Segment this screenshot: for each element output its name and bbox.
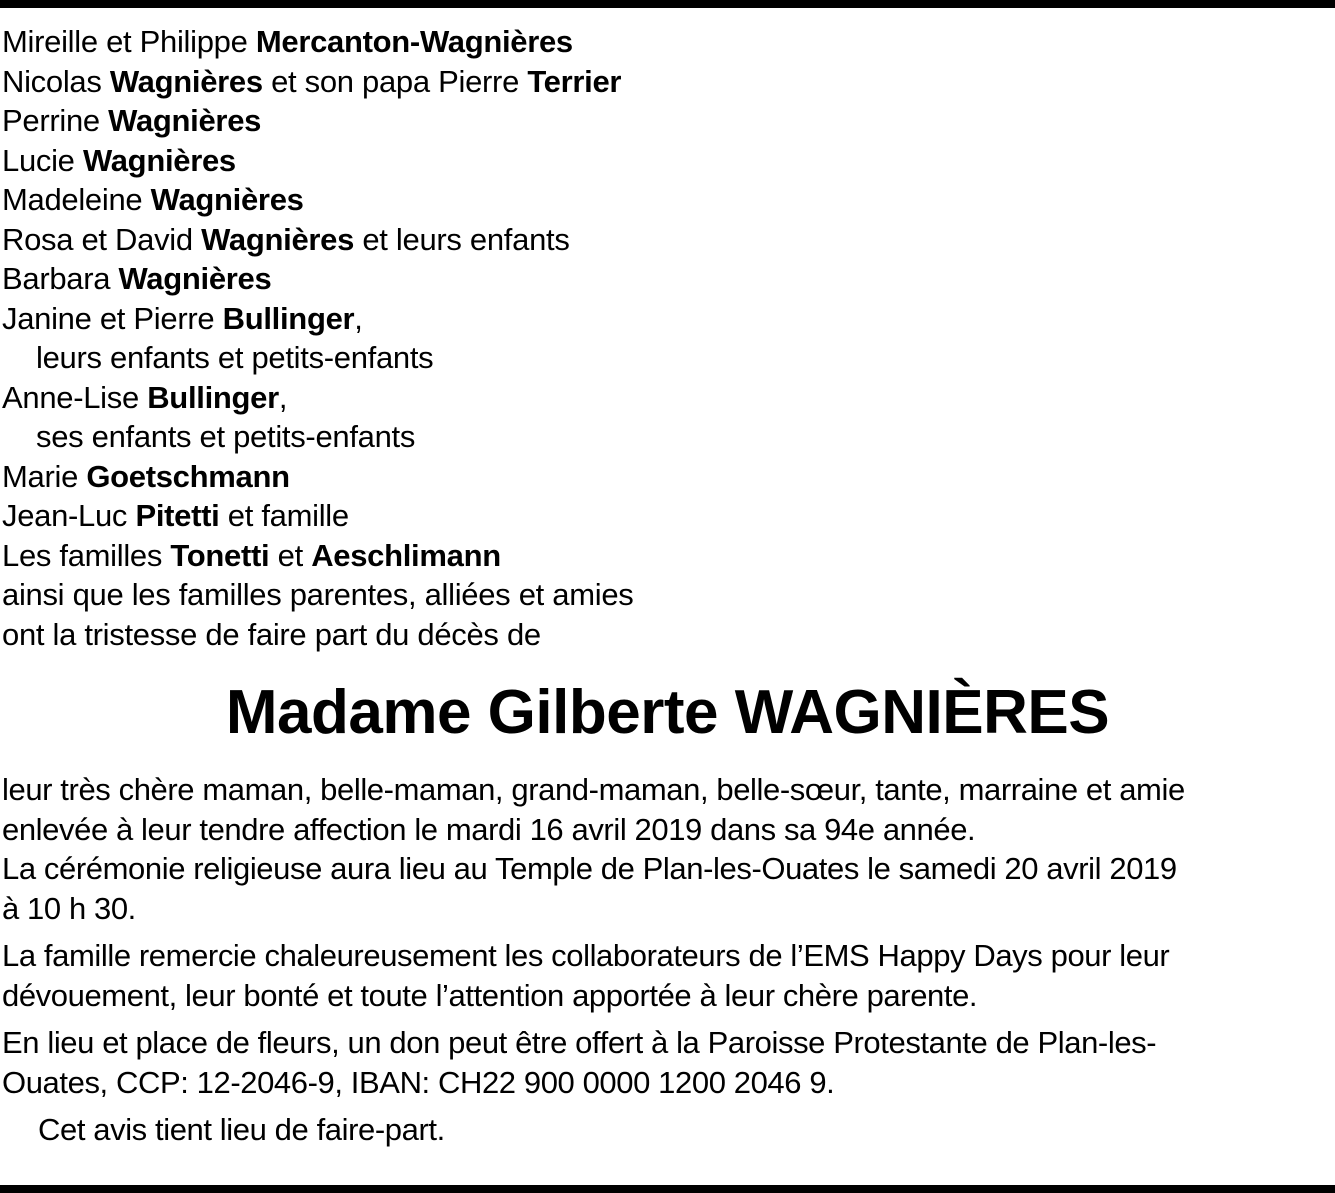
family-text: Perrine (2, 103, 109, 138)
family-line (2, 338, 1322, 378)
text-line: leur très chère maman, belle-maman, grand-maman, belle-sœur, tante, marraine et amie (2, 772, 1185, 807)
text-line: La famille remercie chaleureusement les collaborateurs de l’EMS Happy Days pour leur (2, 938, 1170, 973)
family-text: Janine et Pierre (2, 300, 223, 336)
family-surname: Wagnières (109, 63, 263, 99)
family-text: Barbara (2, 261, 119, 296)
family-text: Jean-Luc (2, 498, 136, 533)
closing-note (2, 1110, 1332, 1150)
family-surname: Pitetti (135, 498, 220, 533)
family-text: Mireille et Philippe (2, 24, 256, 59)
paragraph-donation (2, 1023, 1332, 1102)
text-line: En lieu et place de fleurs, un don peut être offert à la Paroisse Protestante de Plan-les- (2, 1025, 1157, 1060)
family-line (2, 496, 1322, 536)
paragraph-gap (2, 1102, 1332, 1110)
top-rule (0, 0, 1335, 8)
family-text: Lucie (2, 142, 83, 178)
family-text: et (269, 537, 312, 573)
text-line: dévouement, leur bonté et toute l’attention apportée à leur chère parente. (2, 977, 978, 1013)
text-line: enlevée à leur tendre affection le mardi 16 avril 2019 dans sa 94e année. (2, 811, 976, 847)
family-surname: Wagnières (150, 182, 304, 217)
family-line (2, 457, 1322, 497)
family-text: et famille (219, 498, 349, 533)
family-surname: Wagnières (108, 103, 262, 138)
family-text: Anne-Lise (2, 379, 148, 415)
text-line: à 10 h 30. (2, 890, 136, 926)
family-text: , (354, 300, 363, 336)
family-line (2, 417, 1322, 457)
family-line (2, 259, 1322, 299)
family-text: Marie (2, 458, 87, 494)
family-surname: Goetschmann (86, 458, 290, 494)
notice-body (2, 770, 1332, 1150)
family-text: ainsi que les familles parentes, alliées et amies (2, 577, 634, 612)
family-line (2, 299, 1322, 339)
family-line (2, 22, 1322, 62)
family-text: Rosa et David (2, 221, 202, 257)
family-line (2, 62, 1322, 102)
family-text: Nicolas (2, 63, 110, 99)
family-text: ses enfants et petits-enfants (36, 419, 416, 454)
family-line (2, 141, 1322, 181)
paragraph-gap (2, 928, 1332, 936)
paragraph-gap (2, 1015, 1332, 1023)
family-surname: Wagnières (118, 261, 272, 296)
family-text: et leurs enfants (354, 221, 570, 257)
family-text: Madeleine (2, 182, 151, 217)
family-text: ont la tristesse de faire part du décès de (2, 616, 541, 652)
family-surname: Bullinger (147, 379, 279, 415)
family-surname: Tonetti (170, 537, 270, 573)
family-text: leurs enfants et petits-enfants (36, 340, 434, 375)
paragraph-thanks (2, 936, 1332, 1015)
family-surname: Terrier (527, 63, 622, 99)
family-text: Les familles (2, 537, 171, 573)
family-surname: Mercanton-Wagnières (255, 24, 573, 59)
family-text: et son papa Pierre (262, 63, 528, 99)
text-line: La cérémonie religieuse aura lieu au Temple de Plan-les-Ouates le samedi 20 avril 2019 (2, 851, 1177, 886)
family-line (2, 180, 1322, 220)
family-line (2, 536, 1322, 576)
family-list (2, 22, 1322, 654)
paragraph-announcement (2, 770, 1332, 928)
family-line (2, 220, 1322, 260)
family-surname: Wagnières (201, 221, 355, 257)
text-line: Cet avis tient lieu de faire-part. (38, 1112, 445, 1147)
text-line: Ouates, CCP: 12-2046-9, IBAN: CH22 900 0000 1200 2046 9. (2, 1064, 835, 1100)
family-surname: Bullinger (222, 300, 355, 336)
family-line (2, 378, 1322, 418)
family-text: , (278, 379, 288, 415)
family-surname: Aeschlimann (311, 537, 501, 573)
family-surname: Wagnières (82, 142, 236, 178)
family-line (2, 615, 1322, 655)
bottom-rule (0, 1185, 1335, 1193)
family-line (2, 101, 1322, 141)
family-line (2, 575, 1322, 615)
deceased-name: Madame Gilberte WAGNIÈRES (225, 678, 1110, 747)
